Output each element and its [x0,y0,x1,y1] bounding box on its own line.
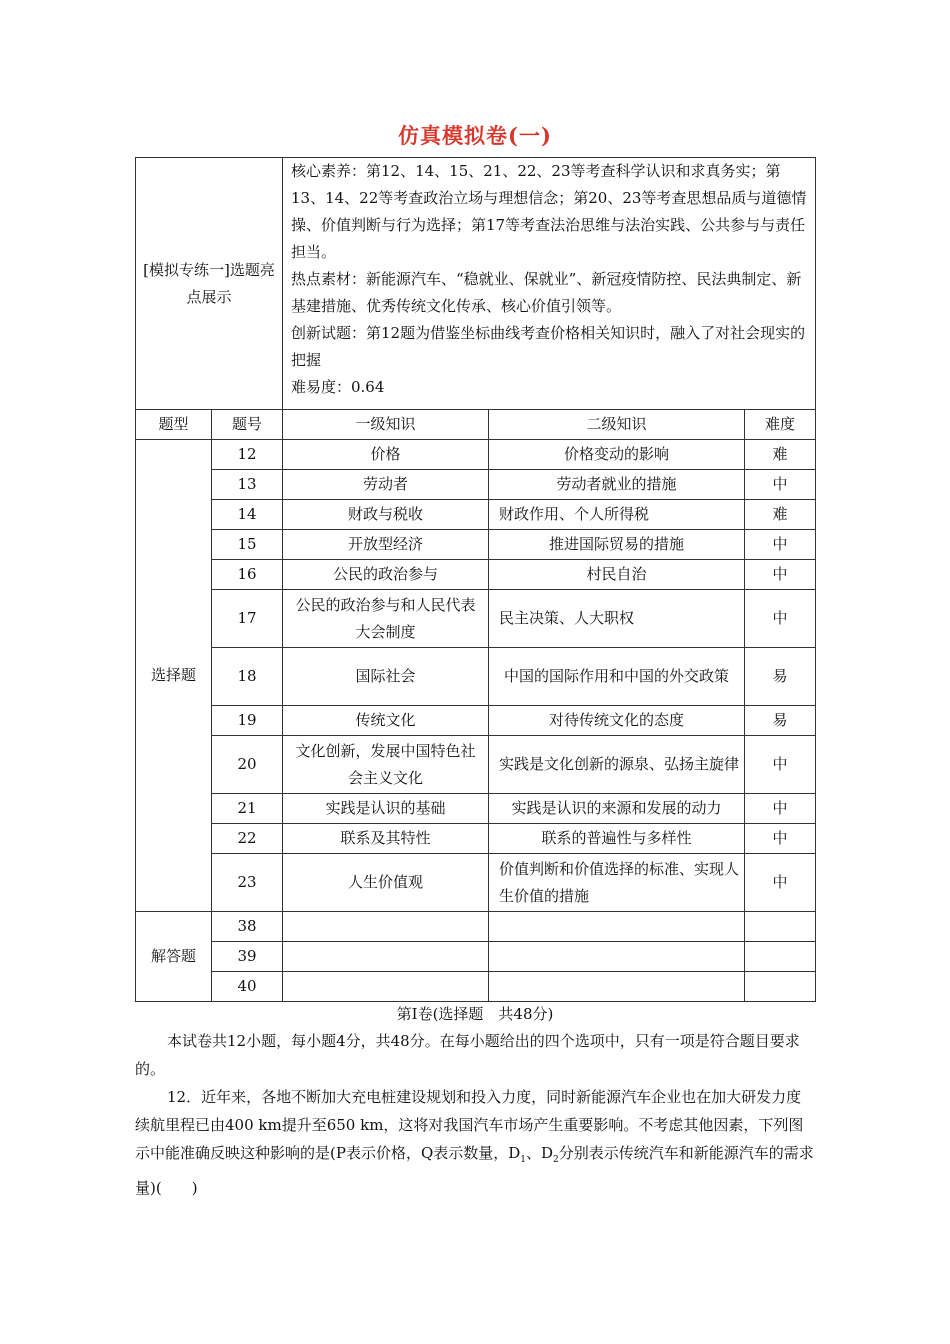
table-row [136,500,816,530]
table-row [136,854,816,912]
table-row [136,972,816,1002]
empty-cell [489,912,745,942]
empty-cell [283,972,489,1002]
page-title: 仿真模拟卷(一) [398,123,552,148]
first-knowledge: 文化创新，发展中国特色社会主义文化 [283,736,489,794]
answer-type-cell: 解答题 [136,912,212,1002]
table-row [136,530,816,560]
difficulty-level: 易 [745,706,816,736]
question-number: 23 [212,854,283,912]
difficulty-level: 中 [745,854,816,912]
choice-type-cell: 选择题 [136,440,212,912]
difficulty-text: 难易度：0.64 [291,378,385,396]
empty-cell [283,912,489,942]
question-number: 19 [212,706,283,736]
table-row [136,560,816,590]
instructions-paragraph: 本试卷共12小题，每小题4分，共48分。在每小题给出的四个选项中，只有一项是符合题目要求的。 [135,1032,800,1078]
second-knowledge: 推进国际贸易的措施 [489,530,745,560]
difficulty-level: 中 [745,470,816,500]
question-12-mid: 、D [526,1144,554,1162]
empty-cell [745,972,816,1002]
question-number: 14 [212,500,283,530]
table-row [136,440,816,470]
second-knowledge: 对待传统文化的态度 [489,706,745,736]
intro-content [283,158,816,410]
header-difficulty: 难度 [745,410,816,440]
question-12-end: 分别表示传统汽车和新能源汽车的需求量)( ) [135,1144,814,1197]
second-knowledge: 实践是认识的来源和发展的动力 [489,794,745,824]
first-knowledge: 实践是认识的基础 [283,794,489,824]
empty-cell [745,942,816,972]
empty-cell [283,942,489,972]
table-row [136,794,816,824]
question-number: 18 [212,648,283,706]
second-knowledge: 联系的普遍性与多样性 [489,824,745,854]
first-knowledge: 开放型经济 [283,530,489,560]
question-number: 22 [212,824,283,854]
second-knowledge: 价格变动的影响 [489,440,745,470]
second-knowledge: 实践是文化创新的源泉、弘扬主旋律 [489,736,745,794]
difficulty-level: 中 [745,824,816,854]
question-number: 39 [212,942,283,972]
first-knowledge: 价格 [283,440,489,470]
question-number: 40 [212,972,283,1002]
second-knowledge: 村民自治 [489,560,745,590]
question-number: 17 [212,590,283,648]
first-knowledge: 国际社会 [283,648,489,706]
difficulty-level: 中 [745,736,816,794]
empty-cell [745,912,816,942]
hot-material-text: 热点素材：新能源汽车、“稳就业、保就业”、新冠疫情防控、民法典制定、新基建措施、优秀传统文化传承、核心价值引领等。 [291,270,802,315]
first-knowledge: 劳动者 [283,470,489,500]
table-row [136,648,816,706]
first-knowledge: 人生价值观 [283,854,489,912]
header-number: 题号 [212,410,283,440]
difficulty-level: 中 [745,590,816,648]
intro-row [136,158,816,410]
question-number: 16 [212,560,283,590]
table-row [136,706,816,736]
core-literacy-text: 核心素养：第12、14、15、21、22、23等考查科学认识和求真务实；第13、14、22等考查政治立场与理想信念；第20、23等考查思想品质与道德情操、价值判断与行为选择；第17等考查法治思维与法治实践、公共参与与责任担当。 [291,162,807,261]
section-title: 第Ⅰ卷(选择题 共48分) [396,1005,554,1023]
table-row [136,912,816,942]
intro-label: [模拟专练一]选题亮点展示 [136,158,283,410]
header-second-knowledge: 二级知识 [489,410,745,440]
second-knowledge: 劳动者就业的措施 [489,470,745,500]
first-knowledge: 财政与税收 [283,500,489,530]
table-row [136,736,816,794]
first-knowledge: 公民的政治参与 [283,560,489,590]
second-knowledge: 价值判断和价值选择的标准、实现人生价值的措施 [489,854,745,912]
question-number: 20 [212,736,283,794]
innovation-text: 创新试题：第12题为借鉴坐标曲线考查价格相关知识时，融入了对社会现实的把握 [291,324,806,369]
second-knowledge: 财政作用、个人所得税 [489,500,745,530]
question-12-paragraph [135,1083,815,1202]
question-number: 13 [212,470,283,500]
difficulty-level: 中 [745,530,816,560]
second-knowledge: 民主决策、人大职权 [489,590,745,648]
difficulty-level: 中 [745,794,816,824]
empty-cell [489,942,745,972]
table-row [136,942,816,972]
table-row [136,824,816,854]
header-row [136,410,816,440]
subscript-1: 1 [520,1155,527,1165]
header-type: 题型 [136,410,212,440]
second-knowledge: 中国的国际作用和中国的外交政策 [489,648,745,706]
empty-cell [489,972,745,1002]
first-knowledge: 公民的政治参与和人民代表大会制度 [283,590,489,648]
first-knowledge: 联系及其特性 [283,824,489,854]
question-number: 21 [212,794,283,824]
table-row [136,590,816,648]
header-first-knowledge: 一级知识 [283,410,489,440]
question-number: 15 [212,530,283,560]
first-knowledge: 传统文化 [283,706,489,736]
table-row [136,470,816,500]
difficulty-level: 难 [745,440,816,470]
question-number: 12 [212,440,283,470]
difficulty-level: 易 [745,648,816,706]
question-number: 38 [212,912,283,942]
subscript-2: 2 [553,1155,559,1165]
difficulty-level: 难 [745,500,816,530]
question-12-text: 12．近年来，各地不断加大充电桩建设规划和投入力度，同时新能源汽车企业也在加大研发力度续航里程已由400 km提升至650 km，这将对我国汽车市场产生重要影响。不考虑其他因素，下列图示中能准确反映这种影响的是(P表示价格，Q表示数量，D [135,1088,804,1162]
overview-table [135,157,816,1002]
difficulty-level: 中 [745,560,816,590]
